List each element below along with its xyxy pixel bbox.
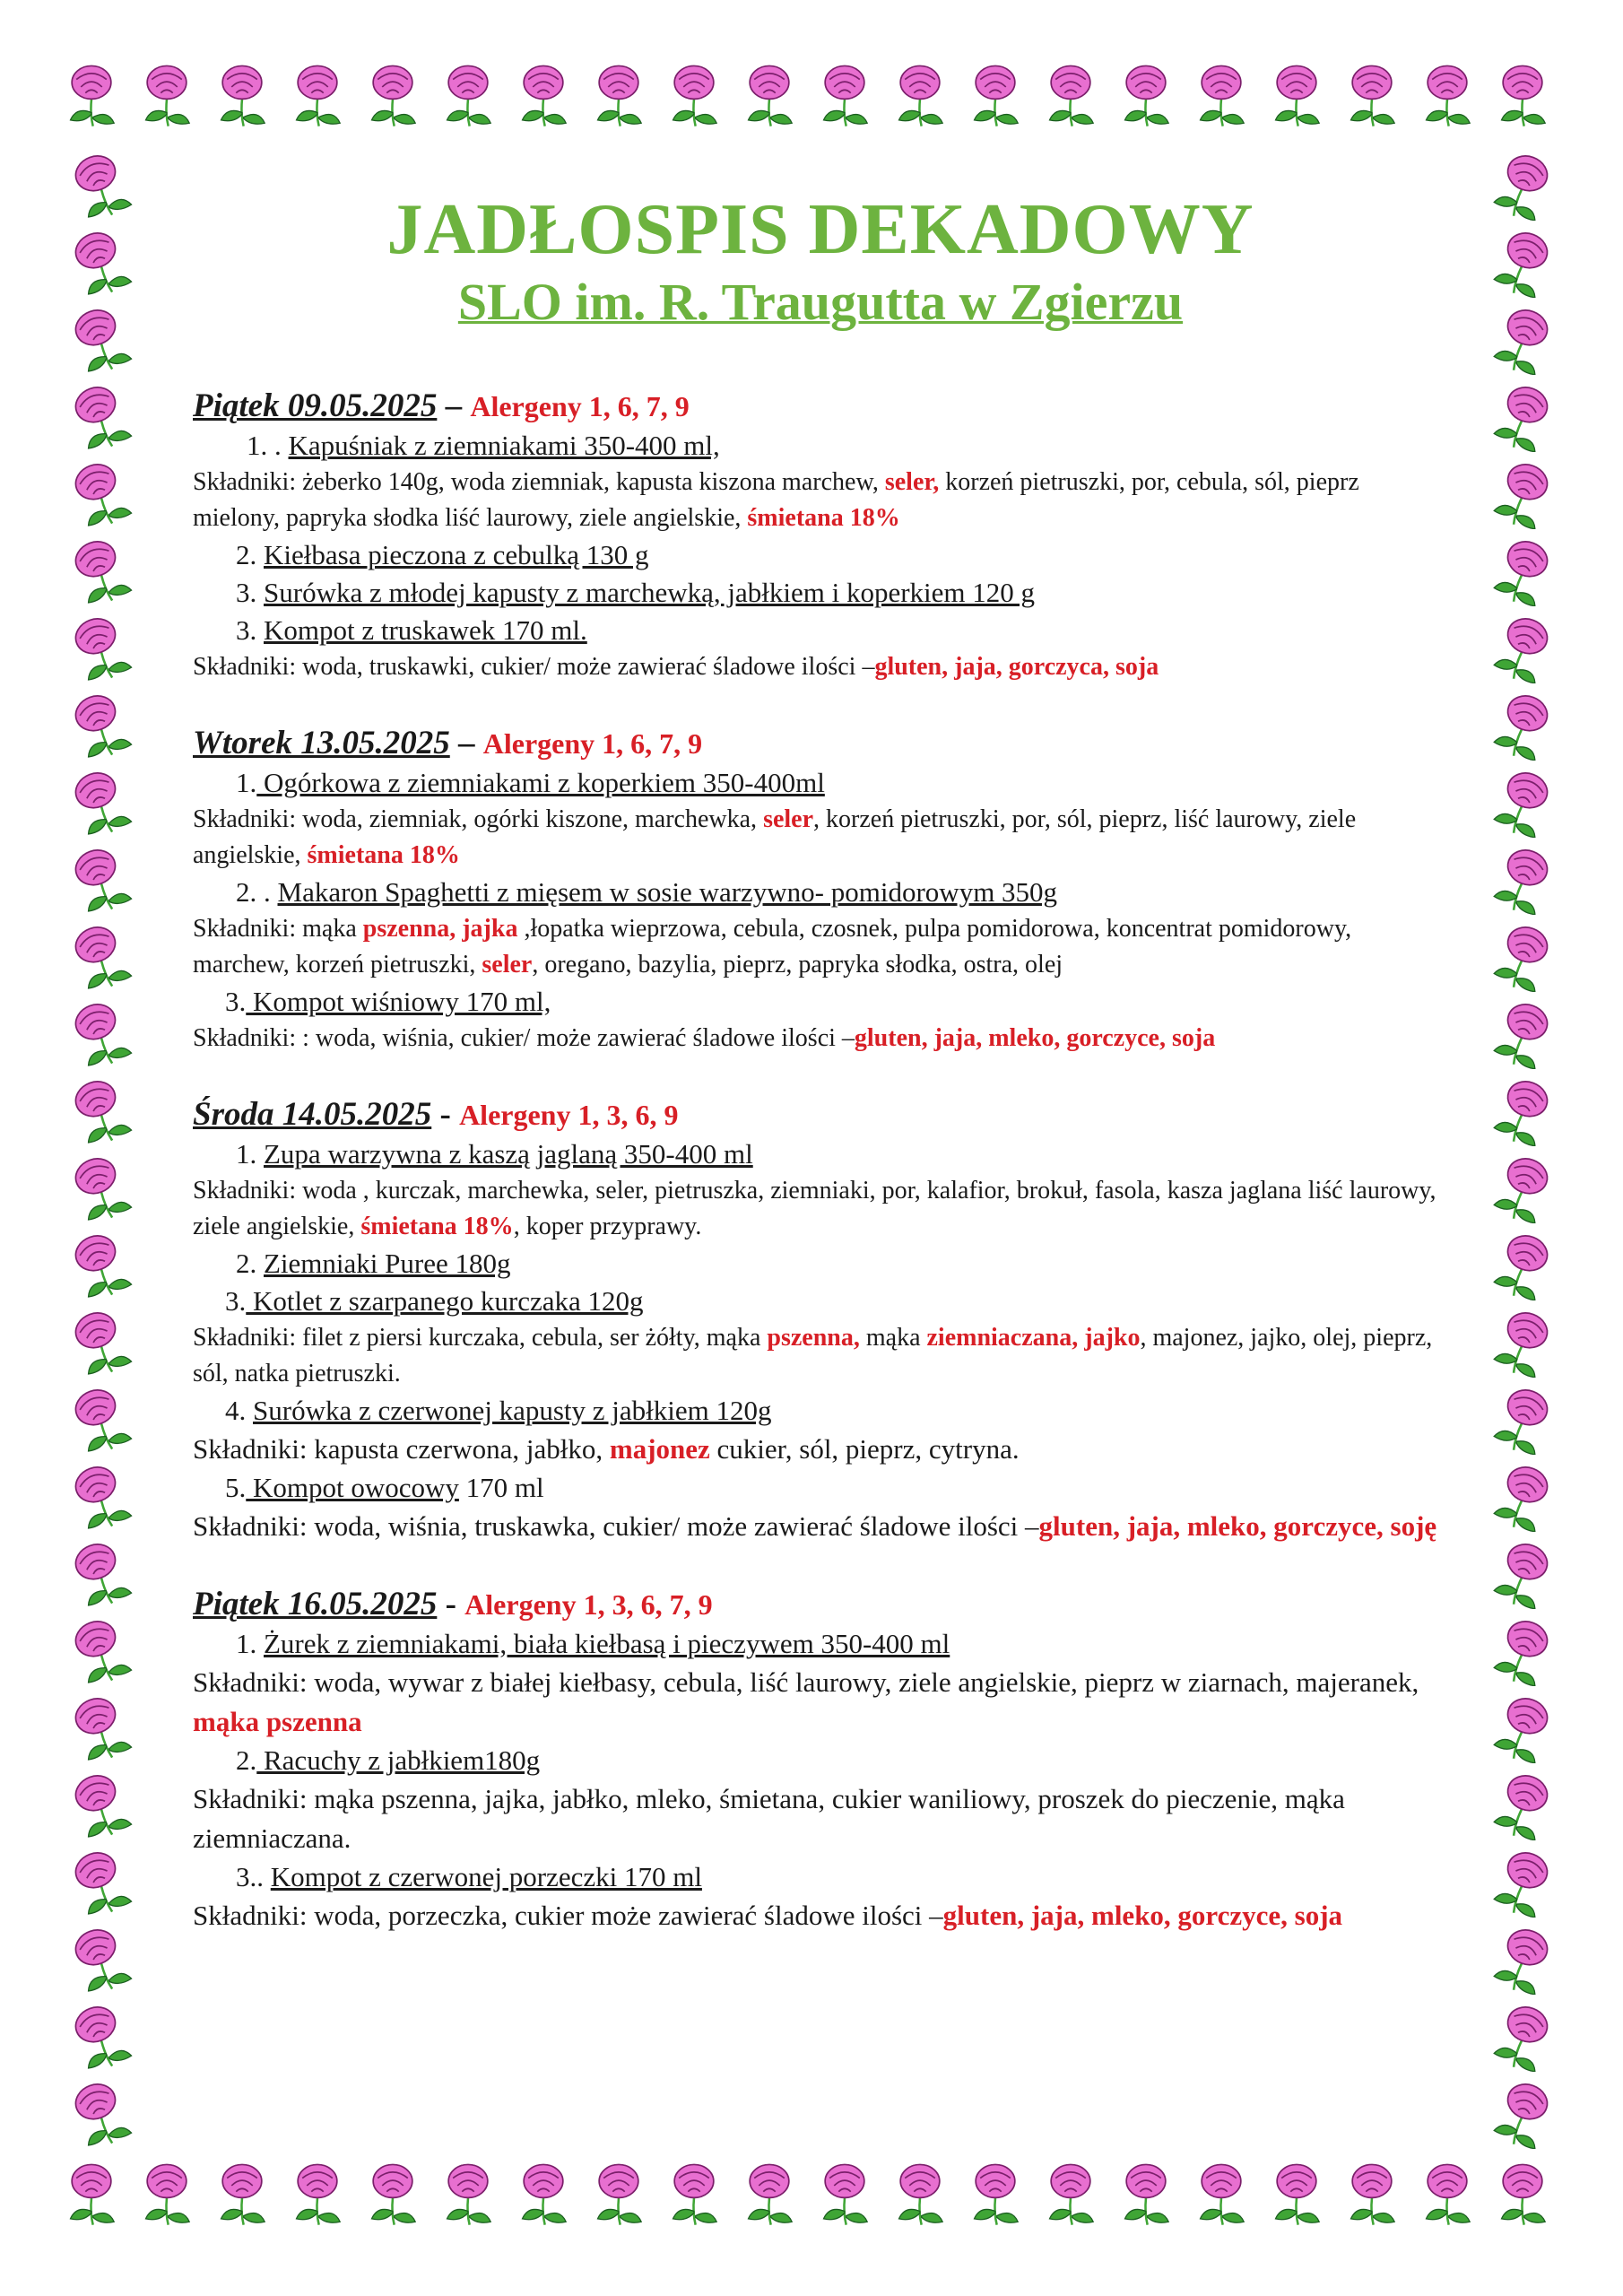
day-name: Środa 14.05.2025 xyxy=(193,1096,432,1133)
dish-item xyxy=(193,874,1448,911)
dish-number: 3.. xyxy=(236,1861,271,1892)
dish-name: Zupa warzywna z kaszą jaglaną 350-400 ml xyxy=(264,1138,753,1170)
dish-item xyxy=(193,536,1448,574)
ingredient-text: Składniki: woda, wiśnia, truskawka, cukier/ może zawierać śladowe ilości – xyxy=(193,1510,1039,1542)
dish-name: Ziemniaki Puree 180g xyxy=(264,1248,511,1279)
days-list xyxy=(193,386,1448,1935)
dish-number: 1. . xyxy=(247,430,289,461)
dish-name: Surówka z czerwonej kapusty z jabłkiem 120g xyxy=(253,1395,772,1426)
day-name: Piątek 09.05.2025 xyxy=(193,387,438,424)
dish-item xyxy=(193,427,1448,465)
rose-icon xyxy=(1480,1532,1569,1609)
rose-icon xyxy=(807,54,882,129)
border-right xyxy=(1480,144,1569,2152)
dish-number: 1. xyxy=(236,1628,264,1659)
dish-item xyxy=(193,1469,1448,1507)
allergen-text: gluten, jaja, mleko, gorczyce, soja xyxy=(942,1900,1343,1931)
rose-icon xyxy=(1184,54,1259,129)
rose-icon xyxy=(1480,144,1569,221)
rose-icon xyxy=(1480,1609,1569,1686)
rose-icon xyxy=(204,2152,280,2228)
day-name: Piątek 16.05.2025 xyxy=(193,1586,438,1622)
ingredient-text: Składniki: woda , kurczak, marchewka, seler, pietruszka, ziemniaki, por, kalafior, brokuł, fasola, kasza jaglana liść laurowy, ziele angielskie, xyxy=(193,1177,1436,1240)
rose-icon xyxy=(54,1763,143,1840)
dish-number: 3. xyxy=(236,614,264,646)
rose-icon xyxy=(54,1609,143,1686)
rose-icon xyxy=(1480,452,1569,529)
day-header xyxy=(193,1094,1448,1135)
dish-name: Kiełbasa pieczona z cebulką 130 g xyxy=(264,539,649,570)
ingredient-text: Składniki: filet z piersi kurczaka, cebula, ser żółty, mąka xyxy=(193,1324,768,1352)
rose-icon xyxy=(430,54,506,129)
rose-icon xyxy=(54,529,143,606)
day-section xyxy=(193,386,1448,685)
rose-icon xyxy=(54,1532,143,1609)
dish-item xyxy=(193,612,1448,649)
allergen-text: śmietana 18% xyxy=(747,504,900,532)
day-separator: – xyxy=(437,387,471,424)
allergen-text: pszenna, xyxy=(767,1324,860,1352)
ingredient-text: , korzeń pietruszki, por, sól, pieprz, liść laurowy, ziele angielskie, xyxy=(193,805,1357,869)
ingredient-text: Składniki: mąka pszenna, jajka, jabłko, mleko, śmietana, cukier waniliowy, proszek do pieczenie, mąka ziemniaczana. xyxy=(193,1783,1345,1854)
rose-icon xyxy=(656,2152,732,2228)
ingredient-text: korzeń pietruszki, por, cebula, sól, pieprz mielony, papryka słodka liść laurowy, ziele angielskie, xyxy=(193,468,1359,532)
day-separator: - xyxy=(437,1586,465,1622)
rose-icon xyxy=(280,54,355,129)
rose-icon xyxy=(1108,54,1184,129)
rose-icon xyxy=(54,375,143,452)
dish-number: 5. xyxy=(225,1472,247,1503)
dish-item xyxy=(193,1283,1448,1320)
rose-icon xyxy=(54,683,143,761)
dish-number: 1. xyxy=(236,767,257,798)
ingredients xyxy=(193,649,1448,685)
rose-icon xyxy=(54,1455,143,1532)
ingredients xyxy=(193,1320,1448,1392)
ingredient-text: Składniki: : woda, wiśnia, cukier/ może zawierać śladowe ilości – xyxy=(193,1024,855,1052)
border-left xyxy=(54,144,143,2152)
menu-document xyxy=(193,188,1448,1973)
page-subtitle: SLO im. R. Traugutta w Zgierzu xyxy=(457,273,1184,331)
rose-icon xyxy=(355,54,430,129)
allergens-label: Alergeny 1, 6, 7, 9 xyxy=(482,727,703,760)
allergens-label: Alergeny 1, 3, 6, 7, 9 xyxy=(464,1588,713,1621)
ingredients xyxy=(193,1779,1448,1858)
rose-icon xyxy=(1410,2152,1485,2228)
dish-number: 1. xyxy=(236,1138,264,1170)
day-header xyxy=(193,386,1448,427)
rose-icon xyxy=(1480,1995,1569,2072)
rose-icon xyxy=(1480,1455,1569,1532)
ingredient-text: Składniki: woda, porzeczka, cukier może zawierać śladowe ilości – xyxy=(193,1900,943,1931)
rose-icon xyxy=(656,54,732,129)
rose-icon xyxy=(1410,54,1485,129)
ingredient-text: Składniki: kapusta czerwona, jabłko, xyxy=(193,1433,610,1465)
ingredients xyxy=(193,1173,1448,1245)
rose-icon xyxy=(1480,375,1569,452)
dish-item xyxy=(193,1742,1448,1779)
dish-name: Kompot z czerwonej porzeczki 170 ml xyxy=(270,1861,702,1892)
allergen-text: gluten, jaja, gorczyca, soja xyxy=(874,653,1159,681)
rose-icon xyxy=(1480,1378,1569,1455)
rose-icon xyxy=(129,54,204,129)
border-top xyxy=(54,54,1569,144)
dish-name: Kapuśniak z ziemniakami 350-400 ml, xyxy=(288,430,720,461)
dish-item xyxy=(193,1625,1448,1663)
dish-number: 2. xyxy=(236,1744,257,1776)
rose-icon xyxy=(54,2152,129,2228)
rose-icon xyxy=(1480,221,1569,298)
rose-icon xyxy=(1485,54,1560,129)
rose-icon xyxy=(581,54,656,129)
rose-icon xyxy=(1480,606,1569,683)
allergen-text: pszenna, jajka xyxy=(362,915,518,943)
dish-item xyxy=(193,1392,1448,1430)
ingredients xyxy=(193,1896,1448,1935)
rose-icon xyxy=(54,1995,143,2072)
dish-item xyxy=(193,764,1448,802)
rose-icon xyxy=(54,1840,143,1918)
allergen-text: seler xyxy=(482,951,533,978)
day-name: Wtorek 13.05.2025 xyxy=(193,725,450,761)
dish-name: Makaron Spaghetti z mięsem w sosie warzywno- pomidorowym 350g xyxy=(277,876,1058,908)
rose-icon xyxy=(280,2152,355,2228)
allergen-text: gluten, jaja, mleko, gorczyce, soja xyxy=(854,1024,1216,1052)
rose-icon xyxy=(506,54,581,129)
rose-icon xyxy=(1033,54,1108,129)
page-title: JADŁOSPIS DEKADOWY xyxy=(386,190,1254,269)
dish-number: 2. . xyxy=(236,876,278,908)
ingredient-text: Składniki: woda, truskawki, cukier/ może zawierać śladowe ilości – xyxy=(193,653,875,681)
ingredient-text: , majonez, jajko, olej, pieprz, sól, natka pietruszki. xyxy=(193,1324,1433,1387)
rose-icon xyxy=(54,54,129,129)
dish-name: Żurek z ziemniakami, biała kiełbasą i pieczywem 350-400 ml xyxy=(264,1628,950,1659)
dish-item xyxy=(193,1245,1448,1283)
rose-icon xyxy=(1480,683,1569,761)
rose-icon xyxy=(1259,54,1334,129)
rose-icon xyxy=(1480,915,1569,992)
rose-icon xyxy=(882,54,958,129)
ingredients xyxy=(193,1021,1448,1057)
ingredient-text: mąka xyxy=(859,1324,927,1352)
rose-icon xyxy=(1480,1918,1569,1995)
rose-icon xyxy=(54,606,143,683)
ingredient-text: Składniki: żeberko 140g, woda ziemniak, kapusta kiszona marchew, xyxy=(193,468,885,496)
rose-icon xyxy=(1108,2152,1184,2228)
rose-icon xyxy=(1334,2152,1410,2228)
rose-icon xyxy=(54,1069,143,1146)
rose-icon xyxy=(958,2152,1033,2228)
ingredient-text: Składniki: woda, wywar z białej kiełbasy, cebula, liść laurowy, ziele angielskie, pieprz w ziarnach, majeranek, xyxy=(193,1666,1419,1698)
rose-icon xyxy=(54,915,143,992)
rose-icon xyxy=(1480,1223,1569,1300)
rose-icon xyxy=(355,2152,430,2228)
rose-icon xyxy=(1480,838,1569,915)
rose-icon xyxy=(204,54,280,129)
rose-icon xyxy=(54,1686,143,1763)
ingredient-text: Składniki: woda, ziemniak, ogórki kiszone, marchewka, xyxy=(193,805,764,833)
allergens-label: Alergeny 1, 3, 6, 9 xyxy=(459,1099,679,1131)
dish-number: 4. xyxy=(225,1395,253,1426)
rose-icon xyxy=(129,2152,204,2228)
border-bottom xyxy=(54,2152,1569,2242)
rose-icon xyxy=(54,1918,143,1995)
rose-icon xyxy=(1480,1300,1569,1378)
dish-item xyxy=(193,574,1448,612)
dish-portion: 170 ml xyxy=(458,1472,544,1503)
dish-name: Surówka z młodej kapusty z marchewką, jabłkiem i koperkiem 120 g xyxy=(264,577,1036,608)
allergen-text: śmietana 18% xyxy=(307,841,460,869)
dish-name: Kompot wiśniowy 170 ml, xyxy=(246,986,551,1017)
rose-icon xyxy=(1480,1069,1569,1146)
rose-icon xyxy=(506,2152,581,2228)
rose-icon xyxy=(430,2152,506,2228)
rose-icon xyxy=(732,2152,807,2228)
dish-number: 3. xyxy=(225,1285,247,1317)
allergen-text: seler, xyxy=(884,468,940,496)
rose-icon xyxy=(1480,992,1569,1069)
rose-icon xyxy=(1334,54,1410,129)
rose-icon xyxy=(54,1223,143,1300)
rose-icon xyxy=(1480,1686,1569,1763)
dish-item xyxy=(193,983,1448,1021)
rose-icon xyxy=(1480,529,1569,606)
rose-icon xyxy=(54,2072,143,2149)
day-separator: – xyxy=(449,725,483,761)
rose-icon xyxy=(54,761,143,838)
ingredients xyxy=(193,1663,1448,1742)
ingredient-text: Składniki: mąka xyxy=(193,915,363,943)
ingredients xyxy=(193,1507,1448,1546)
rose-icon xyxy=(1480,2072,1569,2149)
rose-icon xyxy=(54,144,143,221)
allergens-label: Alergeny 1, 6, 7, 9 xyxy=(470,390,690,422)
ingredients xyxy=(193,911,1448,983)
dish-name: Racuchy z jabłkiem180g xyxy=(256,1744,541,1776)
dish-name: Kompot owocowy xyxy=(246,1472,459,1503)
dish-name: Kotlet z szarpanego kurczaka 120g xyxy=(246,1285,644,1317)
allergen-text: seler xyxy=(763,805,814,833)
rose-icon xyxy=(54,838,143,915)
ingredients xyxy=(193,1430,1448,1469)
dish-number: 3. xyxy=(225,986,247,1017)
dish-item xyxy=(193,1858,1448,1896)
ingredient-text: ,łopatka wieprzowa, cebula, czosnek, pulpa pomidorowa, koncentrat pomidorowy, marchew, korzeń pietruszki, xyxy=(193,915,1352,978)
ingredient-text: cukier, sól, pieprz, cytryna. xyxy=(709,1433,1020,1465)
ingredient-text: , oregano, bazylia, pieprz, papryka słodka, ostra, olej xyxy=(532,951,1063,978)
rose-icon xyxy=(732,54,807,129)
rose-icon xyxy=(1480,761,1569,838)
rose-icon xyxy=(54,1146,143,1223)
day-section xyxy=(193,1094,1448,1546)
rose-icon xyxy=(1184,2152,1259,2228)
rose-icon xyxy=(807,2152,882,2228)
rose-icon xyxy=(54,1300,143,1378)
day-header xyxy=(193,1584,1448,1625)
rose-icon xyxy=(1485,2152,1560,2228)
day-header xyxy=(193,723,1448,764)
rose-icon xyxy=(54,452,143,529)
dish-number: 2. xyxy=(236,539,264,570)
rose-icon xyxy=(54,221,143,298)
rose-icon xyxy=(1033,2152,1108,2228)
allergen-text: gluten, jaja, mleko, gorczyce, soję xyxy=(1038,1510,1437,1542)
rose-icon xyxy=(1480,298,1569,375)
dish-number: 3. xyxy=(236,577,264,608)
ingredients xyxy=(193,802,1448,874)
rose-icon xyxy=(54,992,143,1069)
allergen-text: mąka pszenna xyxy=(193,1706,362,1737)
dish-name: Ogórkowa z ziemniakami z koperkiem 350-400ml xyxy=(256,767,825,798)
ingredients xyxy=(193,465,1448,536)
rose-icon xyxy=(1480,1763,1569,1840)
rose-icon xyxy=(882,2152,958,2228)
rose-icon xyxy=(958,54,1033,129)
rose-icon xyxy=(54,1378,143,1455)
rose-icon xyxy=(1480,1146,1569,1223)
rose-icon xyxy=(1259,2152,1334,2228)
dish-number: 2. xyxy=(236,1248,264,1279)
ingredient-text: , koper przyprawy. xyxy=(513,1213,702,1240)
day-section xyxy=(193,723,1448,1057)
allergen-text: majonez xyxy=(609,1433,710,1465)
dish-item xyxy=(193,1135,1448,1173)
allergen-text: ziemniaczana, jajko xyxy=(926,1324,1141,1352)
rose-icon xyxy=(1480,1840,1569,1918)
rose-icon xyxy=(581,2152,656,2228)
day-section xyxy=(193,1584,1448,1935)
day-separator: - xyxy=(431,1096,460,1133)
allergen-text: śmietana 18% xyxy=(360,1213,514,1240)
dish-name: Kompot z truskawek 170 ml. xyxy=(264,614,587,646)
rose-icon xyxy=(54,298,143,375)
